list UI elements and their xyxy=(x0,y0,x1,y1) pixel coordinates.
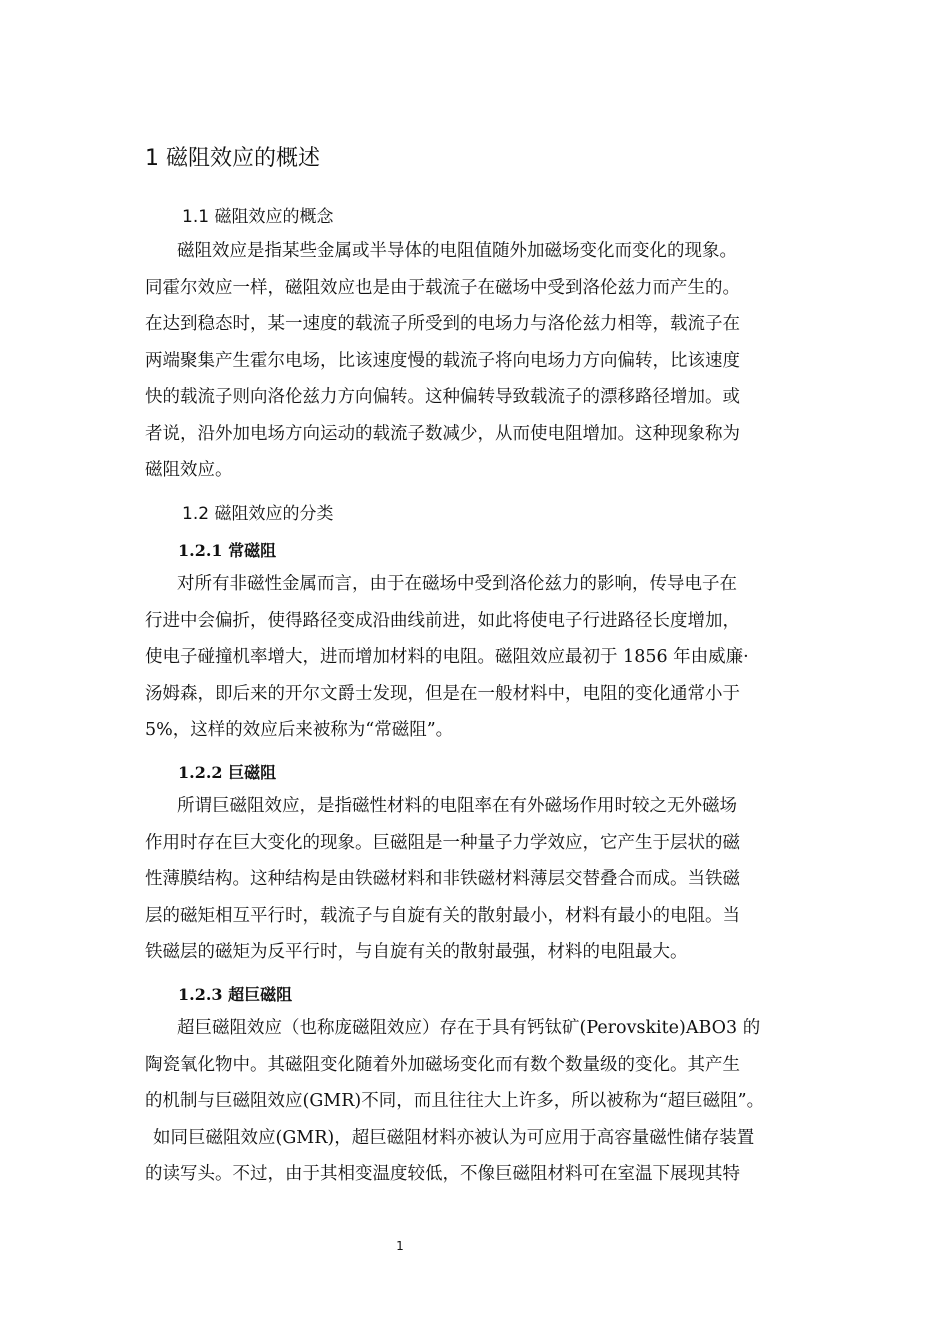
section-1-1-paragraph xyxy=(145,233,815,489)
paragraph-line: 5%，这样的效应后来被称为“常磁阻”。 xyxy=(145,720,454,740)
section-1-2-2-paragraph xyxy=(145,788,815,971)
paragraph-line: 在达到稳态时，某一速度的载流子所受到的电场力与洛伦兹力相等，载流子在 xyxy=(145,314,740,334)
paragraph-line: 的读写头。不过，由于其相变温度较低，不像巨磁阻材料可在室温下展现其特 xyxy=(145,1164,740,1184)
section-1-2-heading: 1.2 磁阻效应的分类 xyxy=(182,504,334,524)
section-1-2-2-heading: 1.2.2 巨磁阻 xyxy=(178,763,277,782)
paragraph-line: 所谓巨磁阻效应，是指磁性材料的电阻率在有外磁场作用时较之无外磁场 xyxy=(177,796,737,816)
paragraph-line: 磁阻效应。 xyxy=(145,460,233,480)
paragraph-line: 的机制与巨磁阻效应(GMR)不同，而且往往大上许多，所以被称为“超巨磁阻”。 xyxy=(145,1091,765,1111)
section-1-heading: 1 磁阻效应的概述 xyxy=(145,146,320,171)
paragraph-line: 使电子碰撞机率增大，进而增加材料的电阻。磁阻效应最初于 1856 年由威廉· xyxy=(145,647,749,667)
section-1-2-1-paragraph xyxy=(145,566,815,749)
paragraph-line: 如同巨磁阻效应(GMR)，超巨磁阻材料亦被认为可应用于高容量磁性储存装置 xyxy=(153,1127,755,1148)
paragraph-line: 超巨磁阻效应（也称庞磁阻效应）存在于具有钙钛矿(Perovskite)ABO3 的 xyxy=(177,1018,761,1038)
paragraph-line: 陶瓷氧化物中。其磁阻变化随着外加磁场变化而有数个数量级的变化。其产生 xyxy=(145,1054,740,1075)
section-1-2-3-paragraph xyxy=(145,1010,815,1193)
section-1-1-heading: 1.1 磁阻效应的概念 xyxy=(182,207,334,227)
paragraph-line: 铁磁层的磁矩为反平行时，与自旋有关的散射最强，材料的电阻最大。 xyxy=(145,942,688,962)
paragraph-line: 对所有非磁性金属而言，由于在磁场中受到洛伦兹力的影响，传导电子在 xyxy=(177,574,737,594)
paragraph-line: 行进中会偏折，使得路径变成沿曲线前进，如此将使电子行进路径长度增加， xyxy=(145,610,740,631)
paragraph-line: 作用时存在巨大变化的现象。巨磁阻是一种量子力学效应，它产生于层状的磁 xyxy=(145,832,740,853)
paragraph-line: 两端聚集产生霍尔电场，比该速度慢的载流子将向电场力方向偏转，比该速度 xyxy=(145,350,740,371)
paragraph-line: 者说，沿外加电场方向运动的载流子数减少，从而使电阻增加。这种现象称为 xyxy=(145,423,740,444)
paragraph-line: 磁阻效应是指某些金属或半导体的电阻值随外加磁场变化而变化的现象。 xyxy=(177,241,737,261)
paragraph-line: 层的磁矩相互平行时，载流子与自旋有关的散射最小，材料有最小的电阻。当 xyxy=(145,905,740,926)
section-1-2-1-heading: 1.2.1 常磁阻 xyxy=(178,541,277,560)
paragraph-line: 快的载流子则向洛伦兹力方向偏转。这种偏转导致载流子的漂移路径增加。或 xyxy=(145,387,740,407)
paragraph-line: 性薄膜结构。这种结构是由铁磁材料和非铁磁材料薄层交替叠合而成。当铁磁 xyxy=(145,869,740,889)
page-number: 1 xyxy=(396,1239,404,1253)
paragraph-line: 汤姆森，即后来的开尔文爵士发现，但是在一般材料中，电阻的变化通常小于 xyxy=(145,683,740,704)
section-1-2-3-heading: 1.2.3 超巨磁阻 xyxy=(178,985,293,1004)
paragraph-line: 同霍尔效应一样，磁阻效应也是由于载流子在磁场中受到洛伦兹力而产生的。 xyxy=(145,277,740,298)
